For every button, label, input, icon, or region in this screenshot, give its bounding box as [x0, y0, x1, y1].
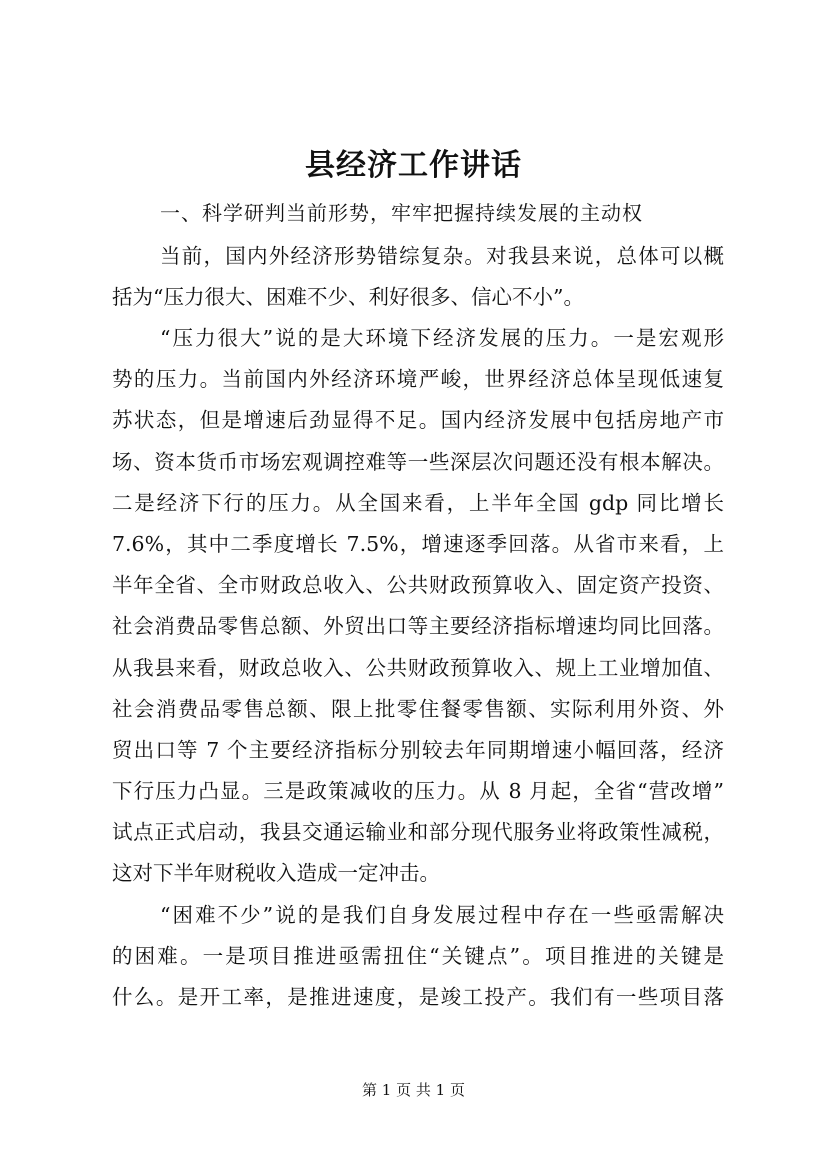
- document-title: 县经济工作讲话: [305, 148, 522, 183]
- paragraph-line: 7.6%，其中二季度增长 7.5%，增速逐季回落。从省市来看，上: [112, 531, 724, 556]
- paragraph-line: 从我县来看，财政总收入、公共财政预算收入、规上工业增加值、: [112, 655, 724, 680]
- paragraph-line: 社会消费品零售总额、外贸出口等主要经济指标增速均同比回落。: [112, 614, 724, 639]
- paragraph-2: [112, 318, 724, 895]
- paragraph-line: 什么。是开工率，是推进速度，是竣工投产。我们有一些项目落: [112, 985, 724, 1010]
- section-heading: 一、科学研判当前形势，牢牢把握持续发展的主动权: [160, 201, 643, 225]
- paragraph-line: “困难不少”说的是我们自身发展过程中存在一些亟需解决: [160, 903, 724, 927]
- paragraph-line: 下行压力凸显。三是政策减收的压力。从 8 月起，全省“营改增”: [112, 779, 724, 804]
- paragraph-line: 势的压力。当前国内外经济环境严峻，世界经济总体呈现低速复: [112, 367, 724, 392]
- paragraph-line: 半年全省、全市财政总收入、公共财政预算收入、固定资产投资、: [112, 573, 724, 598]
- paragraph-line: 贸出口等 7 个主要经济指标分别较去年同期增速小幅回落，经济: [112, 737, 724, 762]
- paragraph-line: 试点正式启动，我县交通运输业和部分现代服务业将政策性减税，: [112, 820, 724, 845]
- paragraph-1: [112, 236, 724, 318]
- paragraph-line: 的困难。一是项目推进亟需扭住“关键点”。项目推进的关键是: [112, 944, 724, 969]
- paragraph-line: 场、资本货币市场宏观调控难等一些深层次问题还没有根本解决。: [112, 449, 724, 474]
- paragraph-line: 社会消费品零售总额、限上批零住餐零售额、实际利用外资、外: [112, 696, 724, 721]
- paragraph-line: 括为“压力很大、困难不少、利好很多、信心不小”。: [112, 285, 584, 310]
- paragraph-line: 二是经济下行的压力。从全国来看，上半年全国 gdp 同比增长: [112, 490, 724, 515]
- page-number-footer: 第 1 页 共 1 页: [362, 1081, 465, 1099]
- paragraph-line: 当前，国内外经济形势错综复杂。对我县来说，总体可以概: [160, 244, 724, 268]
- paragraph-line: 苏状态，但是增速后劲显得不足。国内经济发展中包括房地产市: [112, 408, 724, 433]
- paragraph-line: 这对下半年财税收入造成一定冲击。: [112, 861, 440, 886]
- paragraph-line: “压力很大”说的是大环境下经济发展的压力。一是宏观形: [160, 326, 724, 350]
- paragraph-3: [112, 895, 724, 1019]
